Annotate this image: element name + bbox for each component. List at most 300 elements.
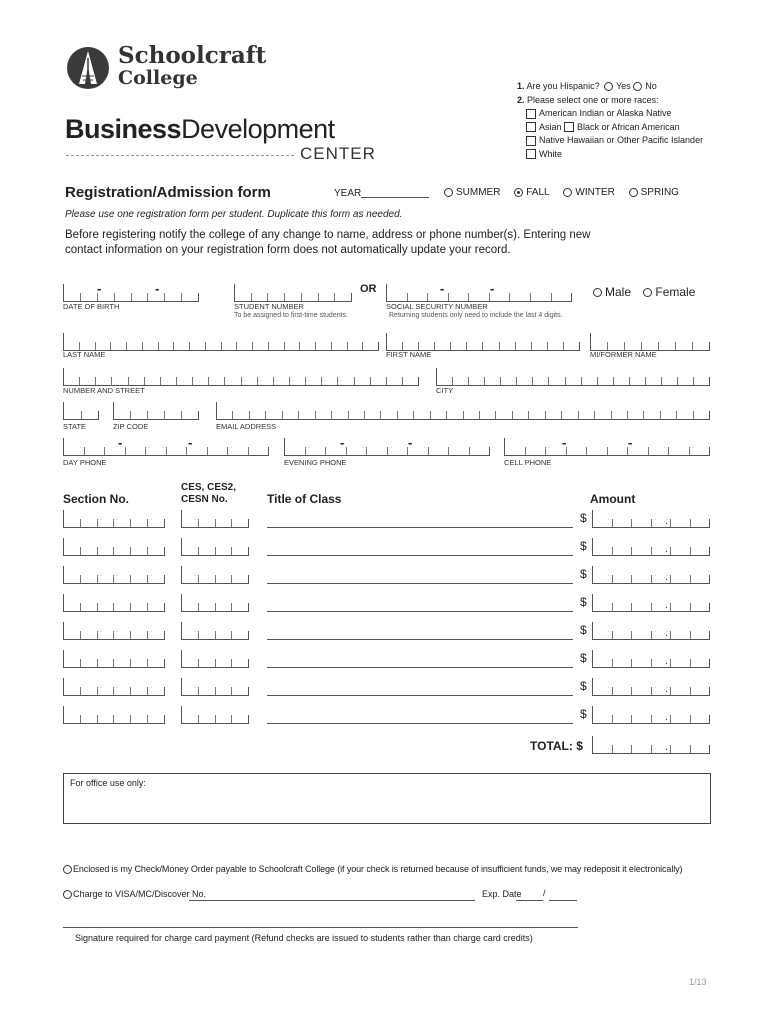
comb-cell [337, 377, 353, 385]
first-name-input[interactable] [386, 333, 580, 351]
comb-cell [402, 377, 419, 385]
comb-cell [113, 659, 130, 667]
term-winter-radio[interactable] [563, 188, 572, 197]
comb-cell [97, 603, 114, 611]
comb-cell [298, 411, 314, 419]
decimal-point: . [665, 628, 668, 639]
race-checkbox[interactable] [526, 136, 536, 146]
comb-cell [215, 603, 232, 611]
class-title-input[interactable] [267, 583, 573, 584]
comb-cell [181, 594, 198, 611]
comb-cell [321, 377, 337, 385]
comb-cell [265, 411, 281, 419]
mi-input[interactable] [590, 333, 710, 351]
comb-cell [380, 411, 396, 419]
comb-cell [670, 631, 690, 639]
zip-input[interactable] [113, 402, 199, 420]
total-label: TOTAL: $ [530, 739, 583, 753]
comb-cell [612, 575, 632, 583]
comb-cell [63, 368, 79, 385]
hispanic-no-radio[interactable] [633, 82, 642, 91]
comb-cell [631, 745, 651, 753]
class-title-header: Title of Class [267, 492, 342, 506]
comb-cell [315, 411, 331, 419]
comb-cell [566, 447, 587, 455]
comb-cell [468, 293, 489, 301]
dollar-sign: $ [580, 595, 587, 609]
comb-cell [181, 622, 198, 639]
comb-cell [248, 447, 270, 455]
comb-cell [548, 377, 564, 385]
total-amount-input[interactable] [592, 736, 710, 754]
ssn-input[interactable] [386, 284, 572, 302]
comb-cell [690, 659, 711, 667]
comb-cell [113, 715, 130, 723]
ssn-separator: - [490, 281, 495, 296]
hispanic-yes-radio[interactable] [604, 82, 613, 91]
comb-cell [97, 547, 114, 555]
comb-cell [215, 687, 232, 695]
ces-no-input[interactable] [181, 622, 249, 640]
first-name-label: FIRST NAME [386, 350, 432, 359]
comb-cell [592, 650, 612, 667]
comb-cell [592, 622, 612, 639]
section-no-input[interactable] [63, 706, 165, 724]
comb-cell [631, 659, 651, 667]
comb-cell [299, 342, 315, 350]
comb-cell [268, 342, 284, 350]
comb-cell [81, 411, 100, 419]
comb-cell [469, 447, 491, 455]
comb-cell [578, 411, 594, 419]
signature-label: Signature required for charge card payment (Refund checks are issued to students rather than charge card credits) [75, 933, 533, 943]
comb-cell [63, 678, 80, 695]
comb-cell [181, 538, 198, 555]
comb-cell [545, 411, 561, 419]
class-title-input[interactable] [267, 527, 573, 528]
class-title-input[interactable] [267, 667, 573, 668]
comb-cell [63, 538, 80, 555]
term-options: SUMMER FALL WINTER SPRING [444, 187, 679, 198]
comb-cell [241, 377, 257, 385]
comb-cell [192, 377, 208, 385]
comb-cell [145, 447, 166, 455]
cell-phone-input[interactable] [504, 438, 710, 456]
term-spring-radio[interactable] [629, 188, 638, 197]
comb-cell [331, 342, 347, 350]
amount-input[interactable] [592, 538, 710, 556]
year-label: YEAR [334, 188, 362, 199]
comb-cell [592, 706, 612, 723]
ces-no-input[interactable] [181, 678, 249, 696]
dollar-sign: $ [580, 707, 587, 721]
comb-cell [181, 293, 199, 301]
center-label: CENTER [300, 144, 376, 163]
comb-cell [63, 510, 80, 527]
state-input[interactable] [63, 402, 99, 420]
comb-cell [166, 447, 187, 455]
comb-cell [158, 342, 174, 350]
comb-cell [627, 411, 643, 419]
title-divider [66, 155, 294, 156]
comb-cell [592, 594, 612, 611]
gender-female-radio[interactable] [643, 288, 652, 297]
ces-no-input[interactable] [181, 538, 249, 556]
year-input[interactable] [361, 197, 429, 198]
comb-cell [611, 411, 627, 419]
comb-cell [216, 402, 232, 419]
race-checkbox[interactable] [564, 122, 574, 132]
comb-cell [189, 342, 205, 350]
comb-cell [661, 377, 677, 385]
street-label: NUMBER AND STREET [63, 386, 145, 395]
comb-cell [63, 566, 80, 583]
race-checkbox[interactable] [526, 149, 536, 159]
email-label: EMAIL ADDRESS [216, 422, 277, 431]
comb-cell [80, 603, 97, 611]
instruction-text: Please use one registration form per student. Duplicate this form as needed. [65, 209, 403, 220]
decimal-point: . [665, 742, 668, 753]
decimal-point: . [665, 656, 668, 667]
comb-cell [532, 377, 548, 385]
decimal-point: . [665, 572, 668, 583]
comb-cell [690, 687, 711, 695]
exp-date-label: Exp. Date [482, 889, 522, 899]
comb-cell [147, 519, 165, 527]
dollar-sign: $ [580, 679, 587, 693]
race-checkbox[interactable] [526, 109, 536, 119]
comb-cell [645, 377, 661, 385]
comb-cell [97, 659, 114, 667]
comb-cell [147, 715, 165, 723]
comb-cell [631, 631, 651, 639]
comb-cell [581, 377, 597, 385]
comb-cell [147, 547, 165, 555]
class-title-input[interactable] [267, 639, 573, 640]
notice-text: Before registering notify the college of any change to name, address or phone number(s). Entering new contact information on your registration form does not automatically update your record. [65, 229, 591, 256]
dollar-sign: $ [580, 511, 587, 525]
section-no-header: Section No. [63, 492, 130, 506]
page-number: 1/13 [689, 977, 707, 987]
comb-cell [643, 411, 659, 419]
class-title-input[interactable] [267, 611, 573, 612]
date-of-birth-input[interactable] [63, 284, 199, 302]
amount-header: Amount [590, 492, 636, 506]
comb-cell [531, 342, 547, 350]
phone-separator: - [628, 435, 633, 450]
ethnicity-survey: 1. Are you Hispanic? Yes No 2. Please select one or more races: American Indian or Alaska Native Asian Black or African American Native Hawaiian or Other Pacific Islander White [517, 81, 704, 159]
section-no-input[interactable] [63, 678, 165, 696]
comb-cell [215, 715, 232, 723]
comb-cell [586, 447, 607, 455]
comb-cell [207, 447, 228, 455]
zip-label: ZIP CODE [113, 422, 149, 431]
comb-cell [631, 575, 651, 583]
street-input[interactable] [63, 368, 419, 386]
evening-phone-label: EVENING PHONE [284, 458, 347, 467]
comb-cell [232, 411, 248, 419]
section-no-input[interactable] [63, 622, 165, 640]
comb-cell [670, 575, 690, 583]
last-name-input[interactable] [63, 333, 379, 351]
day-phone-label: DAY PHONE [63, 458, 107, 467]
comb-cell [450, 342, 466, 350]
decimal-point: . [665, 712, 668, 723]
comb-cell [641, 342, 658, 350]
city-label: CITY [436, 386, 454, 395]
exp-year-input[interactable] [549, 900, 577, 901]
comb-cell [95, 342, 111, 350]
comb-cell [110, 342, 126, 350]
comb-cell [97, 575, 114, 583]
comb-cell [676, 411, 692, 419]
decimal-point: . [665, 600, 668, 611]
comb-cell [130, 715, 147, 723]
comb-cell [592, 566, 612, 583]
ssn-label: SOCIAL SECURITY NUMBER [386, 302, 488, 311]
comb-cell [670, 547, 690, 555]
comb-cell [147, 603, 165, 611]
comb-cell [147, 631, 165, 639]
comb-cell [97, 631, 114, 639]
dollar-sign: $ [580, 567, 587, 581]
class-title-input[interactable] [267, 695, 573, 696]
comb-cell [289, 377, 305, 385]
comb-cell [436, 368, 452, 385]
comb-cell [234, 284, 251, 301]
email-input[interactable] [216, 402, 710, 420]
city-input[interactable] [436, 368, 710, 386]
comb-cell [221, 342, 237, 350]
comb-cell [468, 377, 484, 385]
comb-cell [631, 519, 651, 527]
comb-cell [305, 447, 326, 455]
comb-cell [198, 631, 215, 639]
comb-cell [551, 293, 573, 301]
comb-cell [690, 547, 711, 555]
term-summer-radio[interactable] [444, 188, 453, 197]
comb-cell [80, 659, 97, 667]
comb-cell [111, 377, 127, 385]
section-no-input[interactable] [63, 566, 165, 584]
comb-cell [198, 575, 215, 583]
comb-cell [597, 377, 613, 385]
comb-cell [130, 631, 147, 639]
comb-cell [215, 519, 232, 527]
comb-cell [668, 447, 689, 455]
comb-cell [160, 377, 176, 385]
comb-cell [236, 342, 252, 350]
comb-cell [592, 736, 612, 753]
comb-cell [528, 411, 544, 419]
section-no-input[interactable] [63, 538, 165, 556]
comb-cell [315, 342, 331, 350]
amount-input[interactable] [592, 650, 710, 668]
comb-cell [251, 293, 268, 301]
section-no-input[interactable] [63, 594, 165, 612]
dob-separator: - [97, 281, 102, 296]
evening-phone-input[interactable] [284, 438, 490, 456]
charge-payment-radio[interactable] [63, 890, 72, 899]
comb-cell [430, 411, 446, 419]
comb-cell [512, 411, 528, 419]
mi-label: MI/FORMER NAME [590, 350, 657, 359]
student-number-label: STUDENT NUMBER [234, 302, 304, 311]
comb-cell [612, 687, 632, 695]
gender-options: Male Female [593, 285, 695, 299]
race-checkbox[interactable] [526, 122, 536, 132]
comb-cell [113, 687, 130, 695]
comb-cell [63, 594, 80, 611]
comb-cell [479, 411, 495, 419]
comb-cell [130, 659, 147, 667]
comb-cell [631, 547, 651, 555]
comb-cell [113, 603, 130, 611]
comb-cell [80, 293, 97, 301]
comb-cell [95, 377, 111, 385]
amount-input[interactable] [592, 566, 710, 584]
comb-cell [592, 538, 612, 555]
comb-cell [181, 566, 198, 583]
student-number-note: To be assigned to first-time students. [234, 312, 348, 319]
comb-cell [267, 293, 284, 301]
comb-cell [130, 687, 147, 695]
signature-line[interactable] [63, 927, 578, 928]
amount-input[interactable] [592, 678, 710, 696]
comb-cell [231, 547, 249, 555]
comb-cell [629, 377, 645, 385]
check-option: Enclosed is my Check/Money Order payable to Schoolcraft College (if your check is returned because of insufficient funds, we may redeposit it electronically) [63, 864, 682, 874]
comb-cell [612, 659, 632, 667]
term-fall-radio[interactable] [514, 188, 523, 197]
comb-cell [607, 447, 628, 455]
comb-cell [594, 411, 610, 419]
dob-separator: - [155, 281, 160, 296]
amount-input[interactable] [592, 510, 710, 528]
phone-separator: - [340, 435, 345, 450]
gender-male-radio[interactable] [593, 288, 602, 297]
comb-cell [63, 706, 80, 723]
ces-no-input[interactable] [181, 594, 249, 612]
dob-label: DATE OF BIRTH [63, 302, 120, 311]
exp-month-input[interactable] [516, 900, 543, 901]
amount-input[interactable] [592, 706, 710, 724]
comb-cell [130, 411, 147, 419]
comb-cell [181, 706, 198, 723]
class-title-input[interactable] [267, 723, 573, 724]
comb-cell [407, 293, 428, 301]
comb-cell [612, 745, 632, 753]
business-development-title: BusinessDevelopment [65, 114, 335, 144]
college-name: Schoolcraft College [118, 42, 267, 89]
comb-cell [334, 293, 352, 301]
comb-cell [231, 603, 249, 611]
comb-cell [434, 342, 450, 350]
comb-cell [147, 687, 165, 695]
comb-cell [658, 342, 675, 350]
card-number-input[interactable] [189, 900, 475, 901]
section-no-input[interactable] [63, 510, 165, 528]
phone-separator: - [408, 435, 413, 450]
amount-input[interactable] [592, 622, 710, 640]
ces-no-input[interactable] [181, 706, 249, 724]
ces-no-input[interactable] [181, 566, 249, 584]
comb-cell [631, 715, 651, 723]
comb-cell [79, 377, 95, 385]
comb-cell [466, 342, 482, 350]
comb-cell [181, 678, 198, 695]
comb-cell [205, 342, 221, 350]
comb-cell [690, 745, 711, 753]
comb-cell [215, 631, 232, 639]
comb-cell [499, 342, 515, 350]
check-payment-radio[interactable] [63, 865, 72, 874]
amount-input[interactable] [592, 594, 710, 612]
comb-cell [114, 293, 131, 301]
ces-header: CES, CES2, CESN No. [181, 482, 237, 505]
comb-cell [482, 342, 498, 350]
comb-cell [346, 447, 367, 455]
comb-cell [525, 447, 546, 455]
comb-cell [198, 547, 215, 555]
comb-cell [63, 402, 81, 419]
comb-cell [448, 293, 469, 301]
comb-cell [198, 603, 215, 611]
phone-separator: - [188, 435, 193, 450]
comb-cell [147, 659, 165, 667]
decimal-point: . [665, 684, 668, 695]
day-phone-input[interactable] [63, 438, 269, 456]
comb-cell [370, 377, 386, 385]
comb-cell [208, 377, 224, 385]
comb-cell [80, 547, 97, 555]
comb-cell [670, 687, 690, 695]
ces-no-input[interactable] [181, 510, 249, 528]
comb-cell [284, 438, 305, 455]
cell-phone-label: CELL PHONE [504, 458, 552, 467]
comb-cell [181, 650, 198, 667]
comb-cell [113, 575, 130, 583]
comb-cell [147, 575, 165, 583]
comb-cell [113, 631, 130, 639]
comb-cell [677, 377, 693, 385]
comb-cell [670, 745, 690, 753]
office-use-box [63, 773, 711, 824]
comb-cell [660, 411, 676, 419]
comb-cell [63, 284, 80, 301]
comb-cell [675, 342, 692, 350]
comb-cell [63, 650, 80, 667]
comb-cell [147, 411, 164, 419]
comb-cell [631, 603, 651, 611]
comb-cell [690, 631, 711, 639]
comb-cell [79, 342, 95, 350]
comb-cell [164, 411, 181, 419]
section-no-input[interactable] [63, 650, 165, 668]
comb-cell [97, 519, 114, 527]
comb-cell [80, 715, 97, 723]
comb-cell [80, 631, 97, 639]
ces-no-input[interactable] [181, 650, 249, 668]
comb-cell [366, 447, 387, 455]
comb-cell [547, 342, 563, 350]
class-title-input[interactable] [267, 555, 573, 556]
student-number-input[interactable] [234, 284, 352, 302]
comb-cell [282, 411, 298, 419]
comb-cell [386, 377, 402, 385]
dollar-sign: $ [580, 623, 587, 637]
comb-cell [631, 687, 651, 695]
